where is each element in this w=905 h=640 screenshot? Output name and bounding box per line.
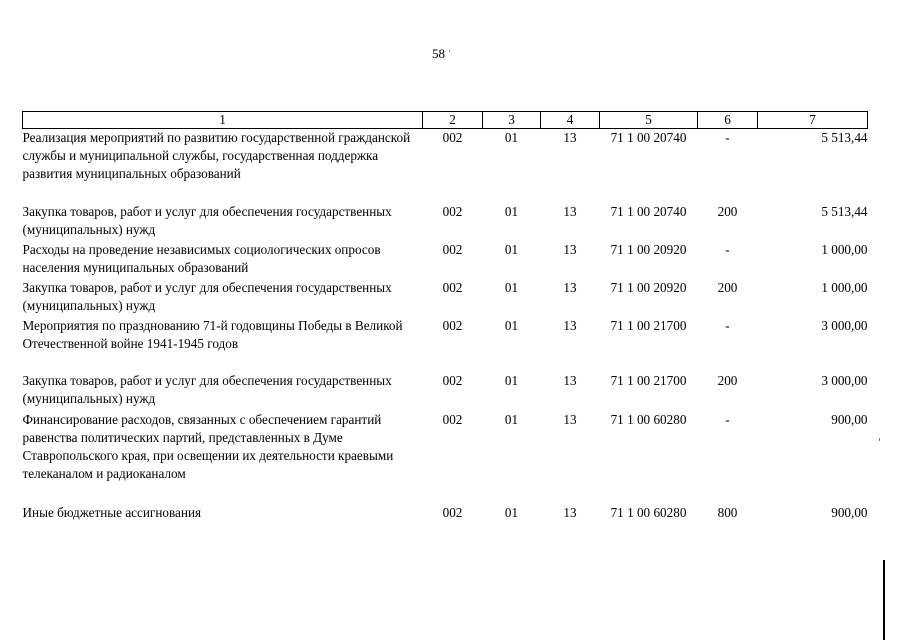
row-name: Закупка товаров, работ и услуг для обеспечения государственных (муниципальных) нужд [22, 204, 392, 237]
row-col-4: 13 [563, 373, 577, 388]
row-col-4: 13 [563, 130, 577, 145]
row-col-3: 01 [504, 318, 519, 333]
header-col-6: 6 [698, 112, 758, 129]
row-col-5: 71 1 00 21700 [610, 318, 687, 333]
header-col-3: 3 [483, 112, 541, 129]
scan-mark [879, 438, 880, 441]
header-col-7: 7 [758, 112, 868, 129]
page-number-value: 58 [432, 46, 445, 61]
row-col-5: 71 1 00 20920 [610, 242, 687, 257]
row-col-4: 13 [563, 204, 577, 219]
row-col-2: 002 [442, 373, 463, 388]
row-col-3: 01 [504, 130, 519, 145]
row-col-3: 01 [504, 505, 519, 520]
row-col-6: - [725, 242, 730, 257]
row-col-2: 002 [442, 318, 463, 333]
table-row [23, 411, 868, 504]
table-row [23, 372, 868, 411]
row-col-2: 002 [442, 505, 463, 520]
row-col-5: 71 1 00 21700 [610, 373, 687, 388]
header-col-4: 4 [541, 112, 600, 129]
row-col-2: 002 [442, 204, 463, 219]
row-amount: 1 000,00 [821, 280, 868, 295]
row-col-6: 200 [717, 204, 738, 219]
row-col-5: 71 1 00 60280 [610, 412, 687, 427]
row-col-4: 13 [563, 318, 577, 333]
row-col-5: 71 1 00 20740 [610, 204, 687, 219]
row-col-6: - [725, 318, 730, 333]
table-row [23, 203, 868, 241]
row-col-3: 01 [504, 242, 519, 257]
row-amount: 900,00 [831, 505, 868, 520]
row-name: Мероприятия по празднованию 71-й годовщины Победы в Великой Отечественной войне 1941-1945 годов [22, 318, 403, 351]
row-name: Иные бюджетные ассигнования [22, 505, 202, 520]
row-col-3: 01 [504, 412, 519, 427]
row-amount: 3 000,00 [821, 318, 868, 333]
row-name: Реализация мероприятий по развитию государственной гражданской службы и муниципальной службы, государственная поддержка развития муниципальных образований [22, 130, 411, 181]
row-name: Расходы на проведение независимых социологических опросов населения муниципальных образований [22, 242, 381, 275]
row-name: Закупка товаров, работ и услуг для обеспечения государственных (муниципальных) нужд [22, 373, 392, 406]
header-col-5: 5 [600, 112, 698, 129]
budget-table [22, 111, 868, 524]
row-col-5: 71 1 00 20740 [610, 130, 687, 145]
row-amount: 900,00 [831, 412, 868, 427]
margin-border-line [883, 560, 885, 640]
row-col-6: - [725, 130, 730, 145]
row-col-2: 002 [442, 412, 463, 427]
row-name: Финансирование расходов, связанных с обеспечением гарантий равенства политических партий, представленных в Думе Ставропольского края, при освещении их деятельности краевыми телеканалом и радиоканалом [22, 412, 394, 481]
row-name: Закупка товаров, работ и услуг для обеспечения государственных (муниципальных) нужд [22, 280, 392, 313]
row-col-2: 002 [442, 130, 463, 145]
header-col-1: 1 [23, 112, 423, 129]
table-row [23, 317, 868, 372]
row-col-6: 200 [717, 280, 738, 295]
row-col-2: 002 [442, 242, 463, 257]
table-row [23, 241, 868, 279]
row-col-4: 13 [563, 505, 577, 520]
row-col-6: 200 [717, 373, 738, 388]
header-col-2: 2 [423, 112, 483, 129]
header-row [23, 112, 868, 129]
table-row [23, 129, 868, 204]
row-col-3: 01 [504, 204, 519, 219]
row-amount: 5 513,44 [821, 204, 868, 219]
row-col-2: 002 [442, 280, 463, 295]
row-col-4: 13 [563, 412, 577, 427]
table-row [23, 279, 868, 317]
page-number [432, 46, 451, 62]
row-amount: 1 000,00 [821, 242, 868, 257]
row-col-4: 13 [563, 280, 577, 295]
row-col-6: - [725, 412, 730, 427]
row-col-4: 13 [563, 242, 577, 257]
row-amount: 3 000,00 [821, 373, 868, 388]
row-col-3: 01 [504, 280, 519, 295]
row-col-6: 800 [717, 505, 738, 520]
table-row [23, 504, 868, 524]
row-col-5: 71 1 00 60280 [610, 505, 687, 520]
row-col-5: 71 1 00 20920 [610, 280, 687, 295]
row-col-3: 01 [504, 373, 519, 388]
page-mark: · [448, 46, 451, 56]
row-amount: 5 513,44 [821, 130, 868, 145]
